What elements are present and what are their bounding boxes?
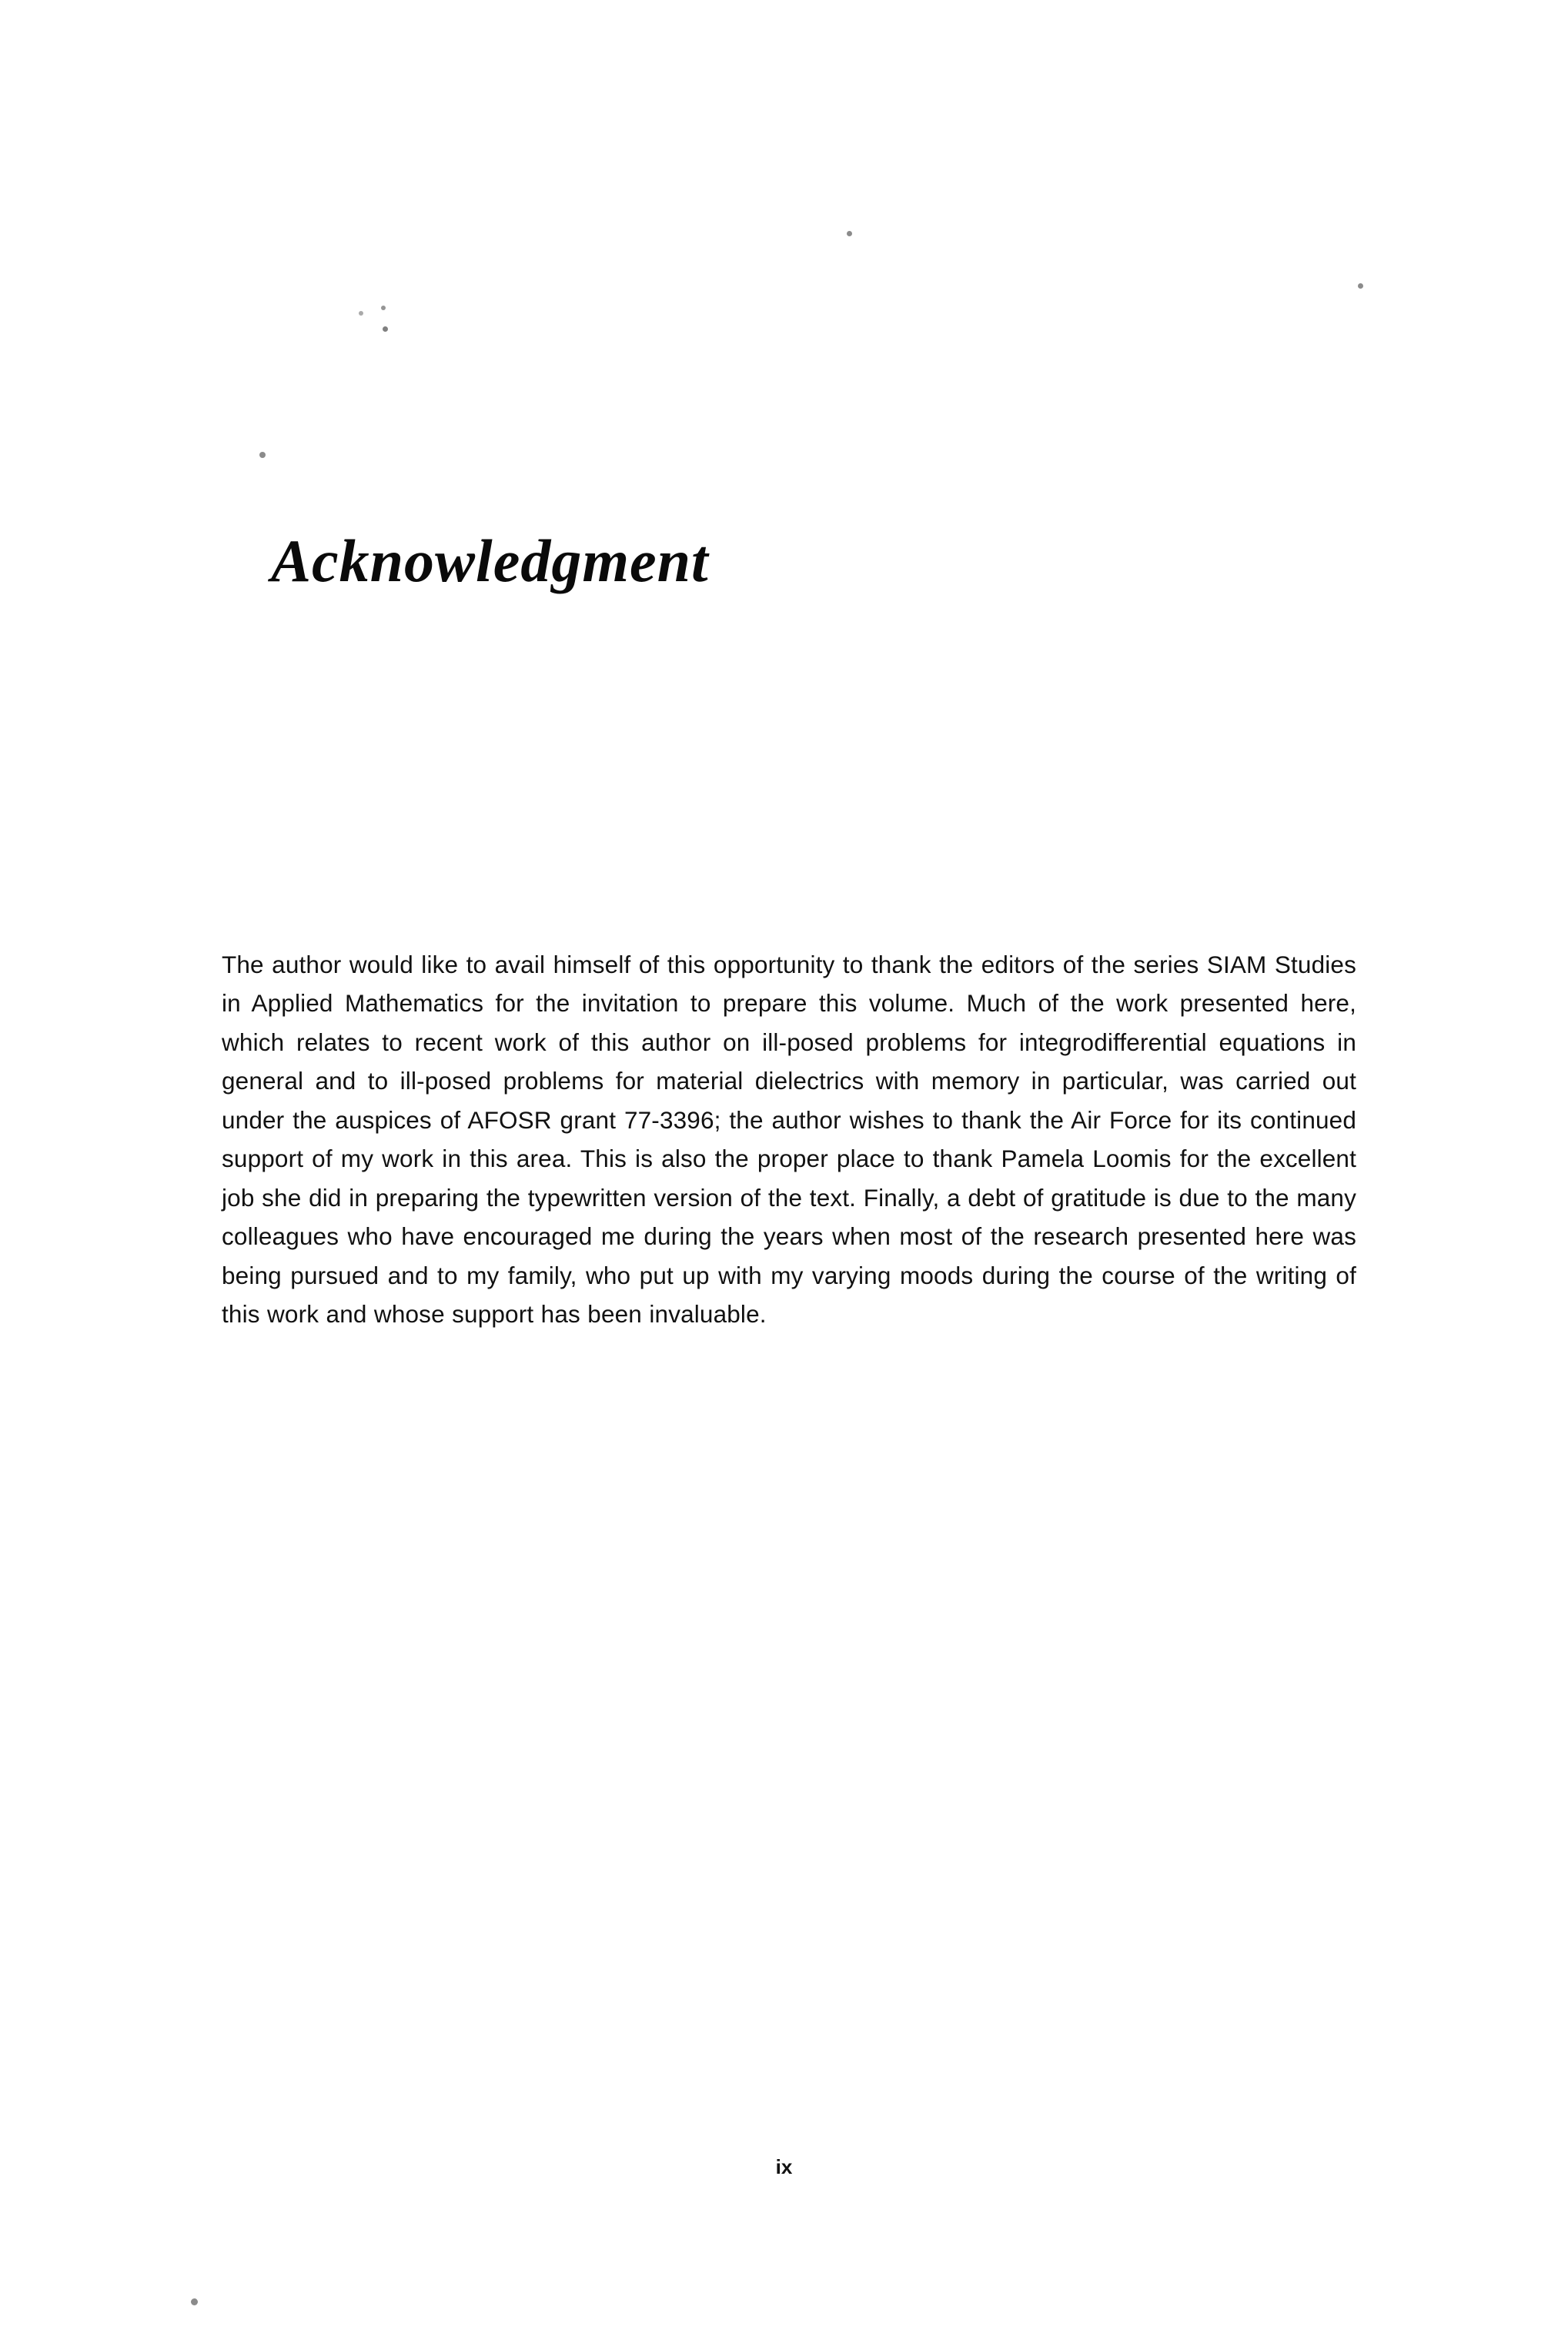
scan-speck: [383, 326, 388, 332]
page-number: ix: [775, 2155, 793, 2178]
scan-speck: [359, 311, 363, 316]
scan-speck: [1358, 283, 1363, 289]
page-title: Acknowledgment: [271, 527, 709, 595]
scan-speck: [259, 452, 266, 458]
scan-speck: [847, 231, 852, 236]
scan-speck: [191, 2298, 198, 2305]
scan-speck: [381, 306, 386, 310]
acknowledgment-paragraph: The author would like to avail himself of this opportunity to thank the editors of the series SIAM Studies in Applied Mathematics for the invitation to prepare this volume. Much of the work presented here, which relates to recent work of this author on ill-posed problems for integrodifferential equations in general and to ill-posed problems for material dielectrics with memory in particular, was carried out under the auspices of AFOSR grant 77-3396; the author wishes to thank the Air Force for its continued support of my work in this area. This is also the proper place to thank Pamela Loomis for the excellent job she did in preparing the typewritten version of the text. Finally, a debt of gratitude is due to the many colleagues who have encouraged me during the years when most of the research presented here was being pursued and to my family, who put up with my varying moods during the course of the writing of this work and whose support has been invaluable.: [222, 950, 1356, 1328]
